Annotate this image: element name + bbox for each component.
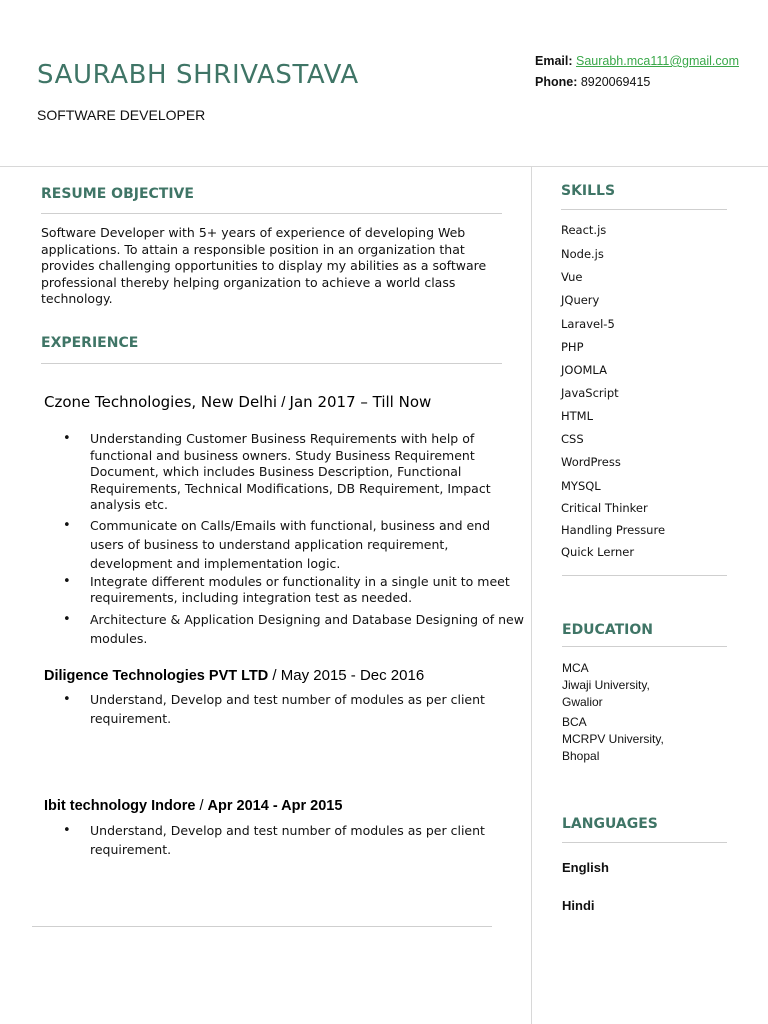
objective-rule (41, 213, 502, 214)
column-divider (531, 166, 532, 1024)
job-bullet (63, 574, 528, 607)
job-bullets (63, 431, 528, 648)
job-period: Jan 2017 – Till Now (289, 393, 432, 411)
job-bullet (63, 821, 528, 859)
phone-label: Phone: (535, 75, 578, 89)
education-heading: EDUCATION (562, 622, 653, 638)
education-degree: BCA (562, 715, 587, 729)
job-title (44, 798, 342, 814)
objective-line: technology. (41, 291, 113, 306)
bullet-line: • Integrate different modules or functionality in a single unit to meet (90, 573, 510, 589)
bullet-line: users of business to understand application requirement, (90, 536, 449, 552)
bullet-line: functional and business owners. Study Business Requirement (90, 447, 475, 463)
job-separator: / (277, 394, 290, 411)
experience-rule (41, 363, 502, 364)
objective-line: applications. To attain a responsible position in an organization that (41, 241, 465, 257)
education-entry (562, 714, 664, 765)
objective-line: professional thereby helping organization to achieve a world class (41, 274, 456, 290)
skills-heading: SKILLS (561, 183, 616, 199)
job-company: Diligence Technologies PVT LTD (44, 668, 269, 684)
job-period: Apr 2014 - Apr 2015 (207, 798, 343, 814)
skill-item: WordPress (561, 455, 621, 469)
skill-item: MYSQL (561, 479, 601, 493)
skill-item: JQuery (561, 293, 600, 307)
skill-item: HTML (561, 409, 594, 423)
objective-heading: RESUME OBJECTIVE (41, 186, 194, 202)
objective-text (41, 225, 511, 308)
email-line (535, 54, 739, 68)
candidate-role: SOFTWARE DEVELOPER (37, 107, 206, 123)
phone-number: 8920069415 (580, 75, 651, 89)
email-label: Email: (535, 54, 573, 68)
bullet-line: • Understand, Develop and test number of modules as per client (90, 692, 485, 707)
education-entry (562, 660, 650, 711)
education-place: Gwalior (562, 695, 603, 709)
bullet-line: requirement. (90, 711, 172, 726)
skill-item: Node.js (561, 247, 604, 261)
languages-rule (562, 842, 727, 843)
experience-heading: EXPERIENCE (41, 335, 139, 351)
skill-item: Vue (561, 270, 583, 284)
bullet-line: Requirements, Technical Modifications, DB Requirement, Impact (90, 480, 491, 496)
skill-item: PHP (561, 340, 584, 354)
bullet-line: development and implementation logic. (90, 555, 341, 571)
job-bullets (63, 821, 528, 859)
education-school: Jiwaji University, (562, 678, 650, 692)
objective-line: provides challenging opportunities to display my abilities as a software (41, 258, 487, 273)
job-separator: / (195, 798, 208, 814)
bullet-line: analysis etc. (90, 497, 169, 512)
bullet-line: modules. (90, 630, 148, 646)
email-link[interactable]: Saurabh.mca111@gmail.com (576, 54, 739, 68)
skill-item: Critical Thinker (561, 501, 648, 515)
language-item: Hindi (562, 898, 595, 913)
job-bullet (63, 431, 528, 514)
job-bullet (63, 610, 528, 648)
skill-item: React.js (561, 223, 607, 237)
skill-item: Laravel-5 (561, 317, 615, 331)
experience-end-rule (32, 926, 492, 927)
objective-line: Software Developer with 5+ years of experience of developing Web (41, 225, 466, 240)
skills-end-rule (562, 575, 727, 576)
skill-item: JavaScript (561, 386, 619, 400)
job-bullet (63, 690, 528, 728)
job-bullets (63, 690, 528, 728)
skill-item: CSS (561, 432, 584, 446)
job-title (44, 667, 424, 684)
bullet-line: • Communicate on Calls/Emails with functional, business and end (90, 517, 491, 533)
job-separator: / (268, 667, 281, 684)
bullet-line: Document, which includes Business Description, Functional (90, 464, 462, 479)
skill-item: Quick Lerner (561, 545, 635, 559)
bullet-line: • Understanding Customer Business Requirements with help of (90, 431, 475, 446)
language-item: English (562, 860, 609, 875)
education-degree: MCA (562, 661, 589, 675)
bullet-line: • Architecture & Application Designing and Database Designing of new (90, 611, 524, 627)
skill-item: JOOMLA (561, 363, 607, 377)
job-company: Ibit technology Indore (44, 798, 196, 814)
bullet-line: requirement. (90, 842, 172, 857)
education-rule (562, 646, 727, 647)
education-school: MCRPV University, (562, 732, 664, 746)
candidate-name: SAURABH SHRIVASTAVA (37, 60, 359, 90)
header-divider (0, 166, 768, 167)
skills-rule (561, 209, 727, 210)
job-period: May 2015 - Dec 2016 (280, 667, 425, 684)
phone-line (535, 75, 650, 89)
bullet-line: requirements, including integration test as needed. (90, 590, 413, 605)
skill-item: Handling Pressure (561, 523, 666, 537)
education-place: Bhopal (562, 749, 600, 763)
job-title (44, 393, 431, 411)
languages-heading: LANGUAGES (562, 816, 658, 832)
bullet-line: • Understand, Develop and test number of modules as per client (90, 823, 485, 838)
job-bullet (63, 516, 528, 573)
job-company: Czone Technologies, New Delhi (44, 393, 278, 411)
